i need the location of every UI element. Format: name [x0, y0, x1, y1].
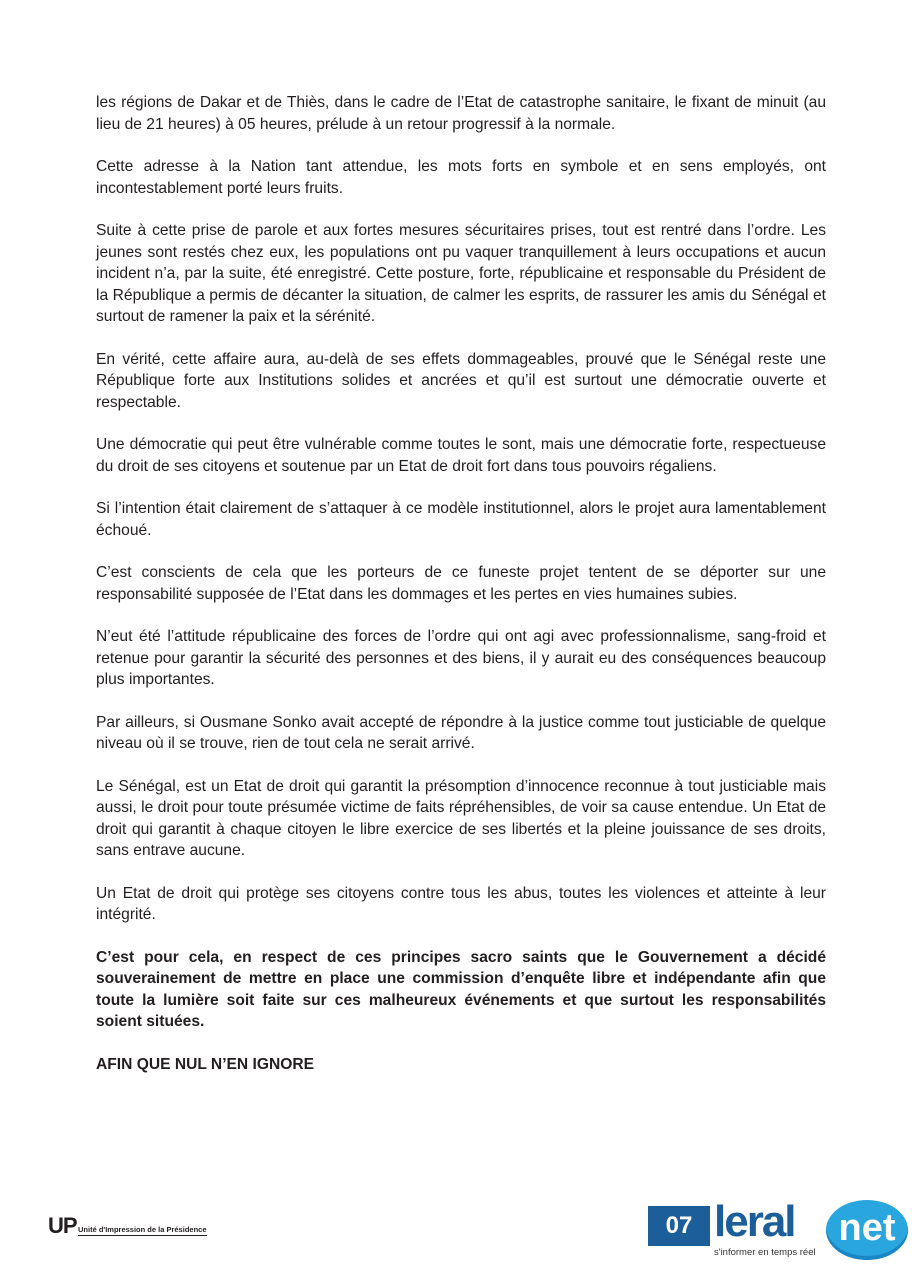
- net-logo-circle: [826, 1200, 908, 1260]
- page-number-box: [648, 1206, 710, 1246]
- page-number: 07: [665, 1212, 693, 1239]
- brand-tagline: s'informer en temps réel: [714, 1247, 816, 1258]
- leral-logo-text: leral: [714, 1197, 795, 1246]
- paragraph-9: Par ailleurs, si Ousmane Sonko avait accepté de répondre à la justice comme tout justiciable de quelque niveau où il se trouve, rien de tout cela ne serait arrivé.: [96, 713, 826, 752]
- paragraph-11: Un Etat de droit qui protège ses citoyens contre tous les abus, toutes les violences et atteinte à leur intégrité.: [96, 884, 826, 923]
- paragraph-7: C’est conscients de cela que les porteurs de ce funeste projet tentent de se déporter sur une responsabilité supposée de l’Etat dans les dommages et les pertes en vies humaines subies.: [96, 564, 826, 603]
- paragraph-1: les régions de Dakar et de Thiès, dans le cadre de l’Etat de catastrophe sanitaire, le fixant de minuit (au lieu de 21 heures) à 05 heures, prélude à un retour progressif à la normale.: [96, 94, 826, 133]
- paragraph-8: N’eut été l’attitude républicaine des forces de l’ordre qui ont agi avec professionnalisme, sang-froid et retenue pour garantir la sécurité des personnes et des biens, il y aurait eu des conséquences beaucoup plus importantes.: [96, 628, 826, 688]
- paragraph-5: Une démocratie qui peut être vulnérable comme toutes le sont, mais une démocratie forte, respectueuse du droit de ses citoyens et soutenue par un Etat de droit fort dans tous pouvoirs régaliens.: [96, 436, 826, 475]
- up-logo-block: [48, 1213, 208, 1239]
- up-logo: UP: [48, 1213, 77, 1238]
- paragraph-3: Suite à cette prise de parole et aux fortes mesures sécuritaires prises, tout est rentré dans l’ordre. Les jeunes sont restés chez eux, les populations ont pu vaquer tranquillement à leurs occupations et aucun incident n’a, par la suite, été enregistré. Cette posture, forte, républicaine et responsable du Président de la République a permis de décanter la situation, de calmer les esprits, de rassurer les amis du Sénégal et surtout de ramener la paix et la sérénité.: [96, 222, 826, 325]
- paragraph-10: Le Sénégal, est un Etat de droit qui garantit la présomption d’innocence reconnue à tout justiciable mais aussi, le droit pour toute présumée victime de faits répréhensibles, de voir sa cause entendue. Un Etat de droit qui garantit à chaque citoyen le libre exercice de ses libertés et la pleine jouissance de ses droits, sans entrave aucune.: [96, 777, 826, 859]
- paragraph-4: En vérité, cette affaire aura, au-delà de ses effets dommageables, prouvé que le Sénégal reste une République forte aux Institutions solides et ancrées et qu’il est surtout une démocratie ouverte et respectable.: [96, 350, 826, 411]
- net-logo-text: net: [838, 1207, 896, 1249]
- bold-paragraph: C’est pour cela, en respect de ces principes sacro saints que le Gouvernement a décidé souverainement de mettre en place une commission d’enquête libre et indépendante afin que toute la lumière soit faite sur ces malheureux événements et que surtout les responsabilités soient situées.: [96, 948, 826, 1030]
- paragraph-6: Si l’intention était clairement de s’attaquer à ce modèle institutionnel, alors le projet aura lamentablement échoué.: [96, 500, 826, 539]
- document-body: [96, 92, 826, 1096]
- closing-statement: AFIN QUE NUL N’EN IGNORE: [96, 1055, 315, 1073]
- up-logo-text: Unité d'Impression de la Présidence: [78, 1225, 207, 1234]
- paragraph-2: Cette adresse à la Nation tant attendue, les mots forts en symbole et en sens employés, ont incontestablement porté leurs fruits.: [96, 158, 826, 197]
